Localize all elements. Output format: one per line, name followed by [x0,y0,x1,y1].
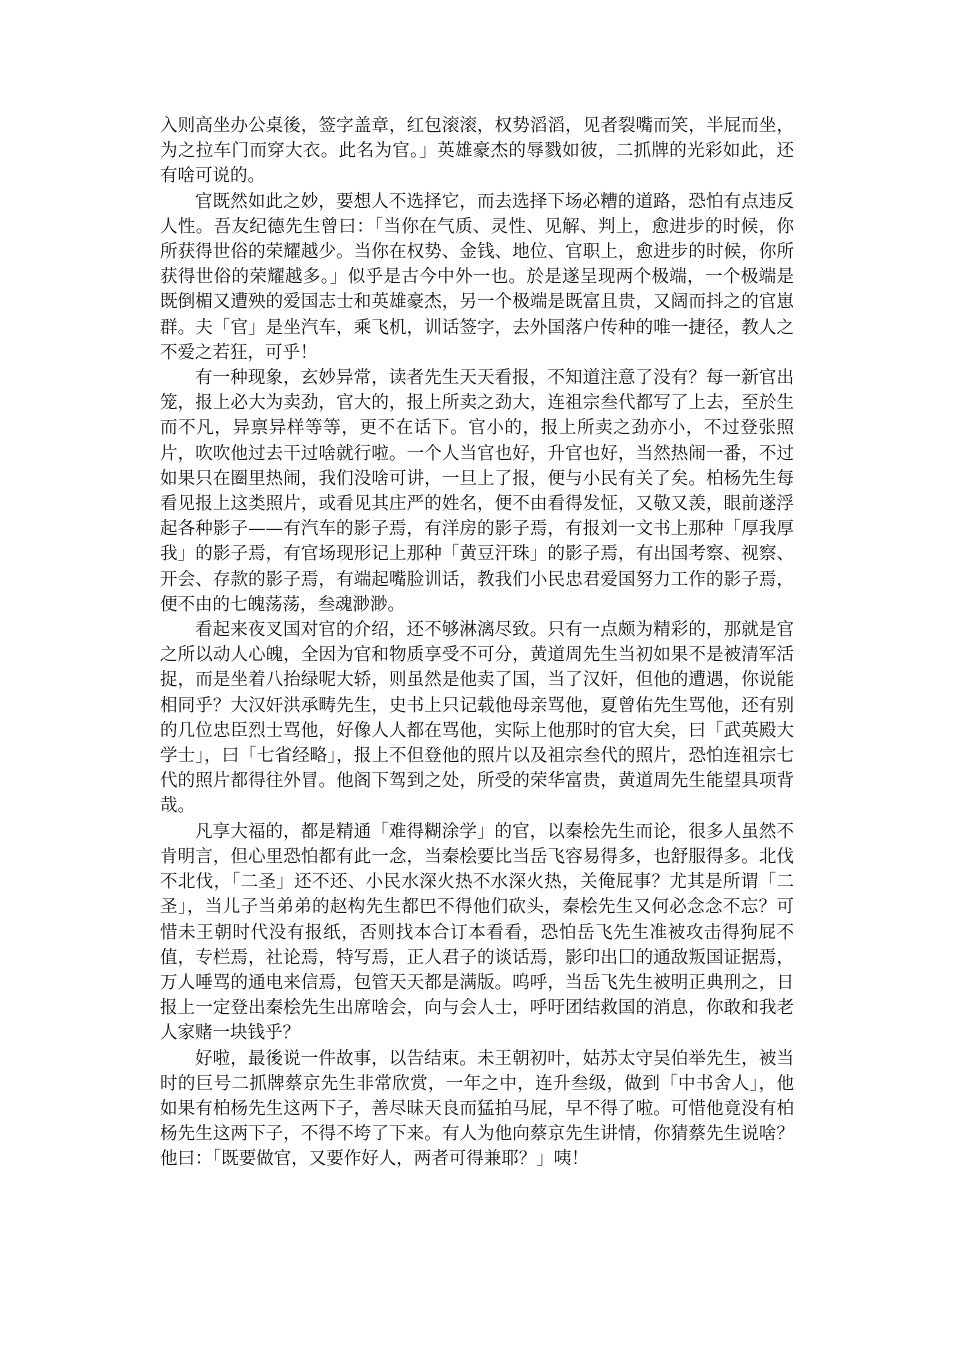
paragraph-1: 入则高坐办公桌後，签字盖章，红包滚滚，权势滔滔，见者裂嘴而笑，半屁而坐，为之拉车门而穿大衣。此名为官。」英雄豪杰的辱戮如彼，二抓牌的光彩如此，还有啥可说的。 [160,116,794,187]
paragraph-6: 好啦，最後说一件故事，以告结束。未王朝初叶，姑苏太守吴伯举先生，被当时的巨号二抓牌蔡京先生非常欣赏，一年之中，连升叁级，做到「中书舍人」，他如果有柏杨先生这两下子，善尽昧天良而猛拍马屁，早不得了啦。可惜他竟没有柏杨先生这两下子，不得不垮了下来。有人为他向蔡京先生讲情，你猜蔡先生说啥？他曰：「既要做官，又要作好人，两者可得兼耶？」咦！ [160,1048,794,1170]
document-page [160,114,794,1173]
paragraph-4: 看起来夜叉国对官的介绍，还不够淋漓尽致。只有一点颇为精彩的，那就是官之所以动人心魄，全因为官和物质享受不可分，黄道周先生当初如果不是被清军活捉，而是坐着八抬绿呢大轿，则虽然是他卖了国，当了汉奸，但他的遭遇，你说能相同乎？大汉奸洪承畴先生，史书上只记载他母亲骂他，夏曾佑先生骂他，还有别的几位忠臣烈士骂他，好像人人都在骂他，实际上他那时的官大矣，曰「武英殿大学士」，曰「七省经略」，报上不但登他的照片以及祖宗叁代的照片，恐怕连祖宗七代的照片都得往外冒。他阁下驾到之处，所受的荣华富贵，黄道周先生能望具项背哉。 [160,620,794,817]
paragraph-3: 有一种现象，玄妙异常，读者先生天天看报，不知道注意了没有？每一新官出笼，报上必大为卖劲，官大的，报上所卖之劲大，连祖宗叁代都写了上去，至於生而不凡，异禀异样等等，更不在话下。官小的，报上所卖之劲亦小，不过登张照片，吹吹他过去干过啥就行啦。一个人当官也好，升官也好，当然热闹一番，不过如果只在圈里热闹，我们没啥可讲，一旦上了报，便与小民有关了矣。柏杨先生每看见报上这类照片，或看见其庄严的姓名，便不由看得发怔，又敬又羡，眼前遂浮起各种影子——有汽车的影子焉，有洋房的影子焉，有报刘一文书上那种「厚我厚我」的影子焉，有官场现形记上那种「黄豆汗珠」的影子焉，有出国考察、视察、开会、存款的影子焉，有端起嘴脸训话，教我们小民忠君爱国努力工作的影子焉，便不由的七魄荡荡，叁魂渺渺。 [160,368,794,615]
paragraph-5: 凡享大福的，都是精通「难得糊涂学」的官，以秦桧先生而论，很多人虽然不肯明言，但心里恐怕都有此一念，当秦桧要比当岳飞容易得多，也舒服得多。北伐不北伐，「二圣」还不还、小民水深火热不水深火热，关俺屁事？尤其是所谓「二圣」，当儿子当弟弟的赵构先生都巴不得他们砍头，秦桧先生又何必念念不忘？可惜未王朝时代没有报纸，否则找本合订本看看，恐怕岳飞先生准被攻击得狗屁不值，专栏焉，社论焉，特写焉，正人君子的谈话焉，影印出囗的通敌叛国证据焉，万人唾骂的通电来信焉，包管天天都是满版。呜呼，当岳飞先生被明正典刑之，日报上一定登出秦桧先生出席啥会，向与会人士，呼吁团结救国的消息，你敢和我老人家赌一块钱乎？ [160,821,794,1044]
paragraph-2: 官既然如此之妙，要想人不选择它，而去选择下场必糟的道路，恐怕有点违反人性。吾友纪德先生曾曰：「当你在气质、灵性、见解、判上，愈进步的时候，你所获得世俗的荣耀越少。当你在权势、金钱、地位、官职上，愈进步的时候，你所获得世俗的荣耀越多。」似乎是古今中外一也。於是遂呈现两个极端，一个极端是既倒楣又遭殃的爱国志士和英雄豪杰，另一个极端是既富且贵，又阔而抖之的官崽群。夫「官」是坐汽车，乘飞机，训话签字，去外国落户传种的唯一捷径，教人之不爱之若狂，可乎！ [160,191,794,363]
